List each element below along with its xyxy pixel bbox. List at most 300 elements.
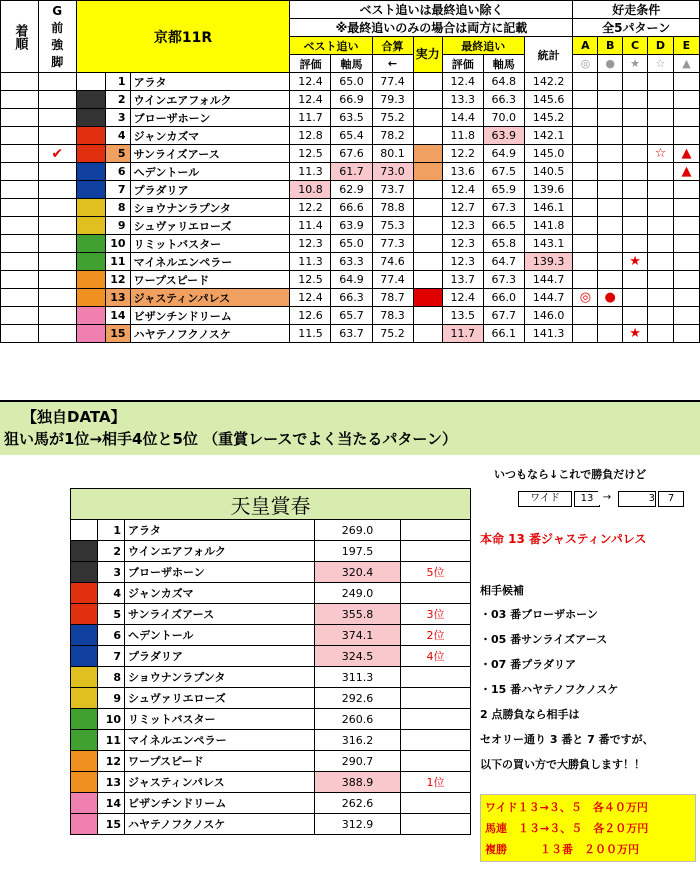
frame-color [71, 730, 98, 751]
cond-mark [623, 289, 648, 307]
horse-name: シュヴァリエローズ [130, 217, 290, 235]
sum-cell: 78.7 [372, 289, 413, 307]
wide-label: ワイド [518, 491, 572, 507]
stat-cell: 143.1 [524, 235, 573, 253]
b_axis-cell: 66.9 [331, 91, 372, 109]
section-title: 【独自DATA】 [22, 408, 126, 426]
score: 324.5 [315, 646, 401, 667]
rank-row [71, 646, 471, 667]
g-mark [38, 289, 76, 307]
b_eval-cell: 12.4 [290, 289, 331, 307]
frame-color [76, 73, 105, 91]
cond-mark [598, 145, 623, 163]
horse-name: ショウナンラプンタ [130, 199, 290, 217]
rank [401, 520, 471, 541]
b_eval-cell: 12.8 [290, 127, 331, 145]
cond-mark [647, 163, 673, 181]
g-mark [38, 307, 76, 325]
score: 260.6 [315, 709, 401, 730]
f_eval-cell: 12.7 [442, 199, 483, 217]
rank [401, 541, 471, 562]
note2: ※最終追いのみの場合は両方に記載 [290, 19, 573, 37]
stat-cell: 140.5 [524, 163, 573, 181]
arrow-header: ← [372, 55, 413, 73]
horse-number: 7 [105, 181, 130, 199]
cond-mark: ☆ [647, 145, 673, 163]
g-mark [38, 73, 76, 91]
cond-mark: ▲ [673, 163, 699, 181]
score: 374.1 [315, 625, 401, 646]
g-mark [38, 325, 76, 343]
sum-cell: 75.2 [372, 325, 413, 343]
note-line3: 以下の買い方で大勝負します！！ [480, 758, 645, 771]
stat-cell: 139.3 [524, 253, 573, 271]
stat-cell: 145.2 [524, 109, 573, 127]
sum-cell: 77.4 [372, 73, 413, 91]
frame-color [76, 271, 105, 289]
horse-name: プラダリア [125, 646, 315, 667]
horse-name: ウインエアフォルク [130, 91, 290, 109]
f_axis-cell: 65.8 [483, 235, 524, 253]
horse-row [1, 289, 700, 307]
final-axis-header: 軸馬 [483, 55, 524, 73]
rank [401, 667, 471, 688]
stat-cell: 142.2 [524, 73, 573, 91]
frame-color [71, 646, 98, 667]
horse-number: 1 [105, 73, 130, 91]
finish-cell [1, 91, 39, 109]
stat-cell: 145.6 [524, 91, 573, 109]
f_eval-cell: 13.6 [442, 163, 483, 181]
candidate-2: ・05 番サンライズアース [480, 633, 608, 646]
score: 388.9 [315, 772, 401, 793]
b_axis-cell: 65.0 [331, 235, 372, 253]
horse-name: アラタ [130, 73, 290, 91]
horse-name: ワープスピード [130, 271, 290, 289]
cond-mark [647, 91, 673, 109]
horse-number: 5 [98, 604, 125, 625]
horse-number: 9 [105, 217, 130, 235]
horse-number: 3 [105, 109, 130, 127]
jitsu-cell [413, 109, 442, 127]
horse-name: アラタ [125, 520, 315, 541]
horse-name: マイネルエンペラー [125, 730, 315, 751]
horse-number: 10 [98, 709, 125, 730]
cond-mark [573, 163, 598, 181]
cond-mark [647, 235, 673, 253]
frame-color [71, 541, 98, 562]
horse-number: 2 [98, 541, 125, 562]
g-mark [38, 253, 76, 271]
sum-cell: 75.2 [372, 109, 413, 127]
jitsu-cell [413, 181, 442, 199]
frame-color [71, 688, 98, 709]
g-mark [38, 235, 76, 253]
bet-fukusho: 複勝 １３番 ２００万円 [485, 843, 639, 856]
cond-mark [573, 181, 598, 199]
cond-mark [647, 289, 673, 307]
stats-header: 統計 [524, 37, 573, 73]
jitsu-cell [413, 145, 442, 163]
best-header: ベスト追い [290, 37, 372, 55]
rank: 2位 [401, 625, 471, 646]
bets-box [480, 794, 696, 862]
g-mark [38, 217, 76, 235]
rank-row [71, 730, 471, 751]
b_eval-cell: 12.6 [290, 307, 331, 325]
f_eval-cell: 13.3 [442, 91, 483, 109]
bet-wide: ワイド１３→３、５ 各４０万円 [485, 801, 648, 814]
honmei: 本命 13 番ジャスティンパレス [480, 532, 647, 546]
cond-mark [598, 73, 623, 91]
cond-mark [623, 199, 648, 217]
horse-row [1, 163, 700, 181]
finish-cell [1, 325, 39, 343]
horse-number: 2 [105, 91, 130, 109]
cond-mark [573, 235, 598, 253]
cond-mark [623, 217, 648, 235]
cond-mark [598, 235, 623, 253]
cond-icon-C: ★ [623, 55, 648, 73]
b_axis-cell: 64.9 [331, 271, 372, 289]
cond-mark [598, 271, 623, 289]
f_axis-cell: 70.0 [483, 109, 524, 127]
jitsu-cell [413, 307, 442, 325]
horse-number: 4 [105, 127, 130, 145]
frame-color [76, 181, 105, 199]
rank: 5位 [401, 562, 471, 583]
b_axis-cell: 63.5 [331, 109, 372, 127]
frame-color [76, 163, 105, 181]
horse-number: 6 [98, 625, 125, 646]
horse-name: プラダリア [130, 181, 290, 199]
cond-mark [647, 253, 673, 271]
cond-mark [647, 109, 673, 127]
score: 249.0 [315, 583, 401, 604]
cond-mark [647, 307, 673, 325]
frame-color [71, 520, 98, 541]
g-mark [38, 163, 76, 181]
f_eval-cell: 12.4 [442, 181, 483, 199]
sum-cell: 74.6 [372, 253, 413, 271]
final-eval-header: 評価 [442, 55, 483, 73]
b_eval-cell: 11.3 [290, 163, 331, 181]
horse-row [1, 199, 700, 217]
frame-color [71, 583, 98, 604]
cond-mark [573, 217, 598, 235]
rank-row [71, 751, 471, 772]
b_axis-cell: 65.7 [331, 307, 372, 325]
sum-cell: 77.4 [372, 271, 413, 289]
b_axis-cell: 65.4 [331, 127, 372, 145]
cond-mark [673, 271, 699, 289]
cond-icon-A: ◎ [573, 55, 598, 73]
cond-icon-B: ● [598, 55, 623, 73]
sum-cell: 78.3 [372, 307, 413, 325]
cond-mark [623, 127, 648, 145]
f_eval-cell: 11.7 [442, 325, 483, 343]
frame-color [76, 145, 105, 163]
stat-cell: 145.0 [524, 145, 573, 163]
rank-row [71, 583, 471, 604]
horse-row [1, 145, 700, 163]
f_eval-cell: 12.4 [442, 73, 483, 91]
rank-row [71, 604, 471, 625]
b_eval-cell: 12.4 [290, 73, 331, 91]
rank: 1位 [401, 772, 471, 793]
f_axis-cell: 63.9 [483, 127, 524, 145]
cond-C: C [623, 37, 648, 55]
horse-number: 1 [98, 520, 125, 541]
cond-mark [673, 289, 699, 307]
cond-mark [673, 235, 699, 253]
score: 269.0 [315, 520, 401, 541]
horse-row [1, 127, 700, 145]
horse-row [1, 253, 700, 271]
cond-mark [673, 73, 699, 91]
b_axis-cell: 62.9 [331, 181, 372, 199]
finish-cell [1, 127, 39, 145]
horse-number: 3 [98, 562, 125, 583]
total-header: 合算 [372, 37, 413, 55]
cond-mark [573, 325, 598, 343]
horse-number: 10 [105, 235, 130, 253]
frame-color [71, 604, 98, 625]
rank: 3位 [401, 604, 471, 625]
rank: 4位 [401, 646, 471, 667]
f_eval-cell: 12.2 [442, 145, 483, 163]
f_axis-cell: 66.0 [483, 289, 524, 307]
jitsu-cell [413, 271, 442, 289]
frame-color [76, 289, 105, 307]
g-mark [38, 109, 76, 127]
stat-cell: 144.7 [524, 271, 573, 289]
sum-cell: 78.8 [372, 199, 413, 217]
b_axis-cell: 63.3 [331, 253, 372, 271]
stat-cell: 139.6 [524, 181, 573, 199]
rank [401, 709, 471, 730]
sum-cell: 79.3 [372, 91, 413, 109]
cond-mark [673, 217, 699, 235]
cond-mark [573, 307, 598, 325]
note1: ベスト追いは最終追い除く [290, 1, 573, 19]
horse-name: ヘデントール [130, 163, 290, 181]
frame-color [71, 625, 98, 646]
cond-mark [673, 253, 699, 271]
rank [401, 688, 471, 709]
f_eval-cell: 12.3 [442, 217, 483, 235]
finish-cell [1, 199, 39, 217]
b_eval-cell: 11.3 [290, 253, 331, 271]
horse-number: 12 [105, 271, 130, 289]
b_eval-cell: 12.5 [290, 271, 331, 289]
frame-color [76, 253, 105, 271]
usual-wide-bet [518, 491, 686, 507]
f_eval-cell: 13.7 [442, 271, 483, 289]
horse-number: 15 [105, 325, 130, 343]
b_axis-cell: 65.0 [331, 73, 372, 91]
candidate-1: ・03 番ブローザホーン [480, 608, 598, 621]
cond-mark [623, 235, 648, 253]
cond-mark [598, 163, 623, 181]
frame-color [76, 199, 105, 217]
cond-mark [673, 91, 699, 109]
best-axis-header: 軸馬 [331, 55, 372, 73]
bet-umaren: 馬連 １３→３、５ 各２０万円 [485, 822, 649, 835]
f_axis-cell: 64.7 [483, 253, 524, 271]
b_eval-cell: 12.4 [290, 91, 331, 109]
horse-number: 7 [98, 646, 125, 667]
f_eval-cell: 14.4 [442, 109, 483, 127]
horse-number: 14 [98, 793, 125, 814]
cond-mark [647, 199, 673, 217]
race-name: 天皇賞春 [71, 489, 471, 520]
cond-mark [647, 217, 673, 235]
cond-mark [623, 271, 648, 289]
cond-mark [623, 181, 648, 199]
jitsu-cell [413, 235, 442, 253]
score: 197.5 [315, 541, 401, 562]
cond-mark [598, 127, 623, 145]
cond-mark: ★ [623, 325, 648, 343]
frame-color [71, 772, 98, 793]
rank-row [71, 709, 471, 730]
best-eval-header: 評価 [290, 55, 331, 73]
finish-cell [1, 217, 39, 235]
horse-number: 8 [98, 667, 125, 688]
finish-cell [1, 163, 39, 181]
race-title: 京都11R [76, 1, 290, 73]
cond-D: D [647, 37, 673, 55]
frame-color [71, 814, 98, 835]
b_eval-cell: 12.3 [290, 235, 331, 253]
horse-number: 4 [98, 583, 125, 604]
jitsu-cell [413, 73, 442, 91]
stat-cell: 142.1 [524, 127, 573, 145]
g-mark [38, 91, 76, 109]
horse-row [1, 217, 700, 235]
b_eval-cell: 11.5 [290, 325, 331, 343]
wide-c: 7 [658, 491, 684, 507]
horse-name: シュヴァリエローズ [125, 688, 315, 709]
candidate-3: ・07 番プラダリア [480, 658, 577, 671]
horse-name: ビザンチンドリーム [130, 307, 290, 325]
horse-row [1, 109, 700, 127]
horse-name: ブローザホーン [130, 109, 290, 127]
cond-mark [573, 73, 598, 91]
b_eval-cell: 11.4 [290, 217, 331, 235]
cond-mark [598, 325, 623, 343]
col-finish: 着順 [1, 1, 39, 73]
stat-cell: 146.1 [524, 199, 573, 217]
f_axis-cell: 66.3 [483, 91, 524, 109]
wide-arrow: → [598, 491, 616, 505]
horse-row [1, 307, 700, 325]
b_axis-cell: 67.6 [331, 145, 372, 163]
cond-mark: ▲ [673, 145, 699, 163]
frame-color [71, 562, 98, 583]
cond-mark: ◎ [573, 289, 598, 307]
conditions-title2: 全5パターン [573, 19, 700, 37]
horse-name: ジャスティンパレス [125, 772, 315, 793]
sum-cell: 80.1 [372, 145, 413, 163]
horse-row [1, 181, 700, 199]
g-mark [38, 181, 76, 199]
cond-mark [623, 145, 648, 163]
score: 262.6 [315, 793, 401, 814]
stat-cell: 141.8 [524, 217, 573, 235]
frame-color [76, 325, 105, 343]
horse-name: マイネルエンペラー [130, 253, 290, 271]
cond-mark [598, 199, 623, 217]
horse-number: 14 [105, 307, 130, 325]
horse-name: ワープスピード [125, 751, 315, 772]
horse-name: ハヤテノフクノスケ [130, 325, 290, 343]
f_eval-cell: 12.3 [442, 235, 483, 253]
f_eval-cell: 11.8 [442, 127, 483, 145]
b_axis-cell: 66.3 [331, 289, 372, 307]
jitsu-header: 実力 [413, 37, 442, 73]
g-mark [38, 127, 76, 145]
horse-name: ショウナンラプンタ [125, 667, 315, 688]
sum-cell: 77.3 [372, 235, 413, 253]
horse-name: サンライズアース [130, 145, 290, 163]
b_eval-cell: 12.5 [290, 145, 331, 163]
section-subtitle: 狙い馬が1位→相手4位と5位 （重賞レースでよく当たるパターン） [4, 430, 458, 448]
note-line1: 2 点勝負なら相手は [480, 708, 580, 721]
finish-cell [1, 181, 39, 199]
cond-B: B [598, 37, 623, 55]
cond-mark [647, 271, 673, 289]
horse-number: 11 [98, 730, 125, 751]
cond-mark [573, 127, 598, 145]
cond-mark [673, 325, 699, 343]
score: 312.9 [315, 814, 401, 835]
frame-color [76, 235, 105, 253]
cond-mark [623, 163, 648, 181]
cond-mark [647, 325, 673, 343]
rank [401, 751, 471, 772]
cond-icon-E: ▲ [673, 55, 699, 73]
score: 311.3 [315, 667, 401, 688]
f_axis-cell: 66.1 [483, 325, 524, 343]
f_axis-cell: 67.3 [483, 271, 524, 289]
cond-mark [573, 91, 598, 109]
horse-row [1, 271, 700, 289]
b_eval-cell: 10.8 [290, 181, 331, 199]
cond-mark [647, 181, 673, 199]
cond-A: A [573, 37, 598, 55]
horse-name: サンライズアース [125, 604, 315, 625]
cond-mark [623, 91, 648, 109]
score: 316.2 [315, 730, 401, 751]
cond-mark [673, 199, 699, 217]
horse-name: ジャンカズマ [125, 583, 315, 604]
cond-mark [598, 109, 623, 127]
conditions-title1: 好走条件 [573, 1, 700, 19]
f_eval-cell: 13.5 [442, 307, 483, 325]
rank-row [71, 520, 471, 541]
finish-cell [1, 73, 39, 91]
cond-mark [598, 307, 623, 325]
horse-name: ブローザホーン [125, 562, 315, 583]
horse-row [1, 91, 700, 109]
cond-icon-D: ☆ [647, 55, 673, 73]
cond-mark [623, 109, 648, 127]
cond-mark [573, 145, 598, 163]
finish-cell [1, 253, 39, 271]
score: 355.8 [315, 604, 401, 625]
